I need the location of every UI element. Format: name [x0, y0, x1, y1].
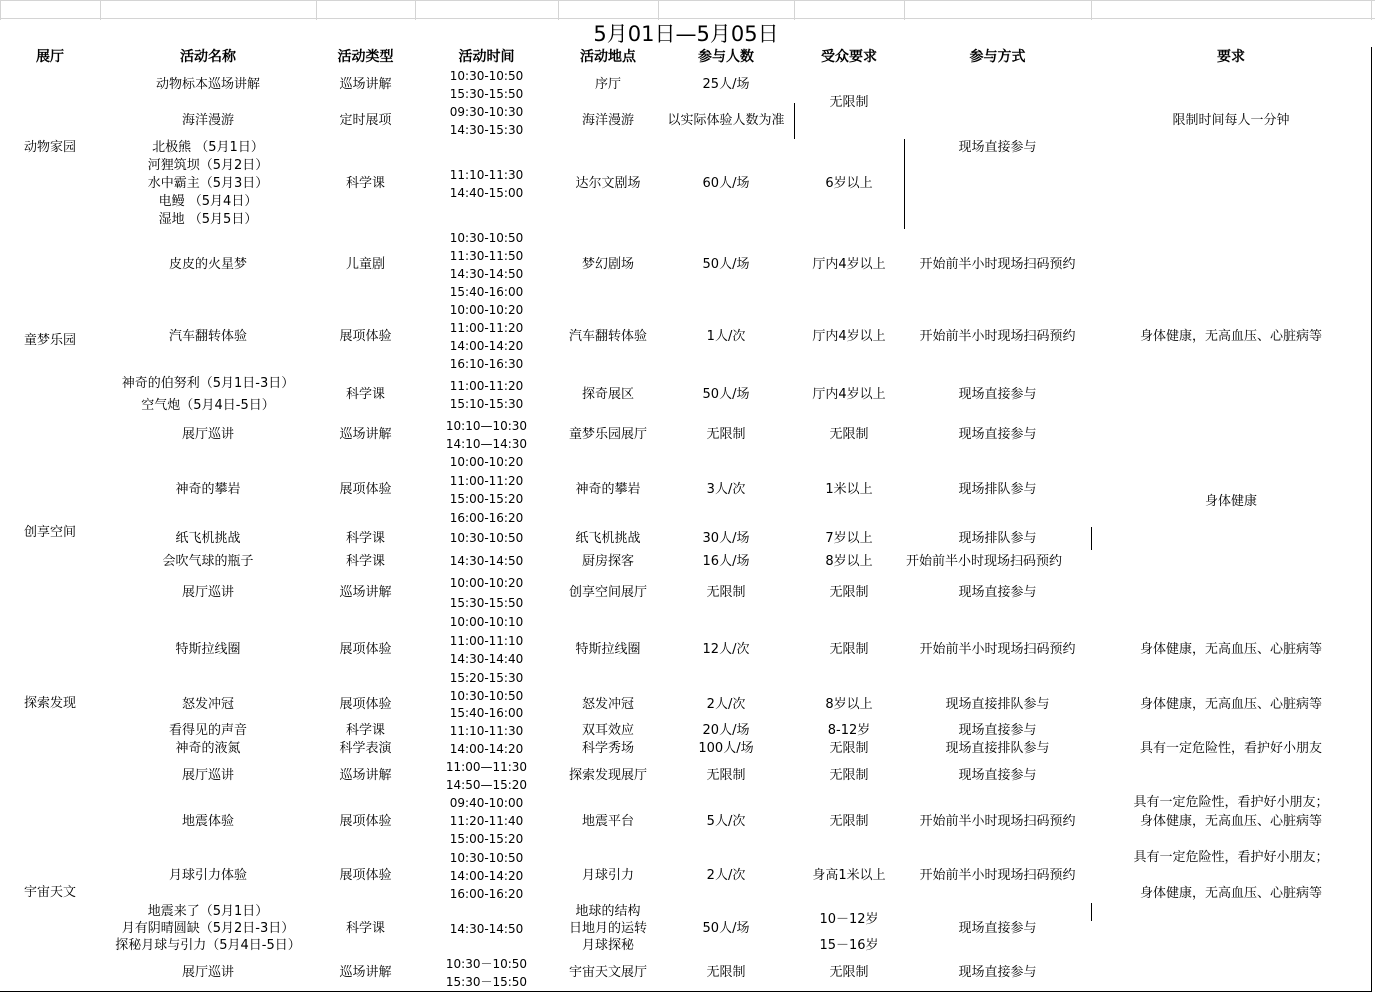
- table-cell: 厅内4岁以上: [794, 229, 905, 302]
- hall-cell: 宇宙天文: [0, 794, 101, 992]
- list-item: 电鳗 （5月4日）: [100, 193, 317, 212]
- time-cell: 16:00-16:20: [415, 885, 559, 904]
- time-text: 14:40-15:00: [449, 186, 524, 200]
- table-cell: 展项体验: [316, 687, 416, 723]
- grid-line: [316, 0, 317, 20]
- time-cell: 10:00-10:20: [415, 573, 559, 594]
- hall-cell: 动物家园: [0, 67, 101, 230]
- table-cell: [1091, 373, 1372, 418]
- table-cell: 身体健康，无高血压、心脏病等: [1091, 867, 1372, 922]
- table-cell: 怒发冲冠: [558, 687, 659, 723]
- table-cell: 无限制: [794, 613, 905, 688]
- table-cell: 会吹气球的瓶子: [100, 550, 317, 574]
- time-cell: 14:00-14:20: [415, 337, 559, 356]
- grid-line: [0, 0, 1375, 1]
- table-cell: 现场直接排队参与: [904, 740, 1092, 759]
- time-cell: 10:30-10:50: [415, 849, 559, 868]
- column-header: 展厅: [0, 47, 101, 68]
- table-cell: 纸飞机挑战: [558, 527, 659, 551]
- table-cell: [1091, 921, 1372, 938]
- table-cell: 开始前半小时现场扫码预约: [904, 794, 1092, 850]
- table-cell: 20人/场: [658, 722, 795, 741]
- table-cell: 身体健康，无高血压、心脏病等: [1091, 687, 1372, 723]
- table-cell: 身高1米以上: [794, 849, 905, 904]
- table-cell: 科学课: [316, 527, 416, 551]
- time-cell: 09:30-10:30: [415, 103, 559, 122]
- table-cell: 身体健康: [1091, 453, 1372, 551]
- table-cell: 汽车翻转体验: [558, 301, 659, 374]
- list-item: 地球的结构: [558, 903, 659, 921]
- time-cell: 14:30-14:40: [415, 650, 559, 670]
- table-cell: 展项体验: [316, 613, 416, 688]
- table-cell: 厨房探客: [558, 550, 659, 574]
- table-cell: 1人/次: [658, 301, 795, 374]
- table-cell: 科学课: [316, 550, 416, 574]
- table-cell: 展厅巡讲: [100, 417, 317, 454]
- time-cell: 15:30－15:50: [415, 973, 559, 992]
- table-cell: 巡场讲解: [316, 417, 416, 454]
- table-cell: 怒发冲冠: [100, 687, 317, 723]
- table-cell: 探索发现展厅: [558, 758, 659, 795]
- column-header: 参与人数: [658, 47, 795, 68]
- list-item: 河狸筑坝（5月2日）: [100, 157, 317, 176]
- grid-line: [415, 0, 416, 20]
- table-cell: 现场直接参与: [904, 417, 1092, 454]
- table-cell: 地震平台: [558, 794, 659, 850]
- grid-line: [0, 18, 1375, 19]
- table-cell: 10－12岁: [794, 903, 905, 938]
- table-cell: 儿童剧: [316, 229, 416, 302]
- table-cell: 科学课: [316, 139, 416, 230]
- table-cell: 现场排队参与: [904, 453, 1092, 528]
- table-cell: [1091, 67, 1372, 104]
- time-cell: 14:30-15:30: [415, 121, 559, 140]
- table-cell: 巡场讲解: [316, 955, 416, 992]
- grid-line: [1091, 0, 1092, 20]
- table-cell: 厅内4岁以上: [794, 373, 905, 418]
- table-cell: 2人/次: [658, 849, 795, 904]
- table-cell: 神奇的攀岩: [558, 453, 659, 528]
- list-item: 神奇的伯努利（5月1日-3日）: [100, 373, 317, 396]
- table-cell: 16人/场: [658, 550, 795, 574]
- list-item: 水中霸主（5月3日）: [100, 175, 317, 194]
- table-cell: 巡场讲解: [316, 573, 416, 614]
- table-cell: 50人/场: [658, 229, 795, 302]
- table-cell: 12人/次: [658, 613, 795, 688]
- time-cell: 11:00—11:30: [415, 758, 559, 777]
- table-cell: 11:10-11:30: [415, 722, 559, 741]
- table-cell: 宇宙天文展厅: [558, 955, 659, 992]
- table-cell: 2人/次: [658, 687, 795, 723]
- time-cell: 14:30-14:50: [415, 265, 559, 284]
- time-cell: [415, 373, 559, 418]
- table-cell: 童梦乐园展厅: [558, 417, 659, 454]
- table-cell: 身体健康，无高血压、心脏病等: [1091, 613, 1372, 688]
- page-title: 5月01日—5月05日: [0, 20, 1372, 48]
- table-cell: [1091, 139, 1372, 212]
- table-cell: [1091, 758, 1372, 795]
- column-header: 活动地点: [558, 47, 659, 68]
- table-cell: 序厅: [558, 67, 659, 104]
- column-header: 要求: [1091, 47, 1372, 68]
- table-cell: 3人/次: [658, 453, 795, 528]
- table-cell: 创享空间展厅: [558, 573, 659, 614]
- table-cell: 汽车翻转体验: [100, 301, 317, 374]
- table-cell: 海洋漫游: [100, 103, 317, 140]
- table-cell: [1091, 229, 1372, 302]
- table-cell: 纸飞机挑战: [100, 527, 317, 551]
- table-cell: 25人/场: [658, 67, 795, 104]
- table-cell: 无限制: [794, 417, 905, 454]
- column-header: 活动时间: [415, 47, 559, 68]
- table-cell: 无限制: [658, 573, 795, 614]
- grid-line: [558, 0, 559, 20]
- column-header: 活动名称: [100, 47, 317, 68]
- table-cell: 展项体验: [316, 794, 416, 850]
- table-cell: 身体健康，无高血压、心脏病等: [1091, 812, 1372, 832]
- table-cell: 科学课: [316, 903, 416, 956]
- time-cell: 10:00-10:10: [415, 613, 559, 633]
- time-cell: 10:10—10:30: [415, 417, 559, 436]
- table-cell: 无限制: [794, 955, 905, 992]
- table-cell: 动物标本巡场讲解: [100, 67, 317, 104]
- table-cell: 以实际体验人数为准: [658, 103, 795, 140]
- table-cell: 1米以上: [794, 453, 905, 528]
- time-cell: 11:00-11:10: [415, 632, 559, 651]
- time-cell: 10:30-10:50: [415, 67, 559, 86]
- time-cell: 15:00-15:20: [415, 490, 559, 510]
- table-cell: 50人/场: [658, 373, 795, 418]
- table-cell: 7岁以上: [794, 527, 905, 551]
- table-cell: 30人/场: [658, 527, 795, 551]
- table-cell: 开始前半小时现场扫码预约: [904, 849, 1092, 904]
- table-cell: 开始前半小时现场扫码预约: [904, 550, 1092, 574]
- time-cell: 09:40-10:00: [415, 794, 559, 813]
- grid-line: [100, 0, 101, 20]
- table-cell: 展厅巡讲: [100, 955, 317, 992]
- table-cell: [1091, 550, 1372, 574]
- column-header: 参与方式: [904, 47, 1092, 68]
- table-cell: 梦幻剧场: [558, 229, 659, 302]
- table-cell: 6岁以上: [794, 139, 905, 230]
- column-header: 活动类型: [316, 47, 416, 68]
- table-cell: 月球引力: [558, 849, 659, 904]
- hall-cell: 探索发现: [0, 613, 101, 795]
- table-cell: 巡场讲解: [316, 67, 416, 104]
- table-cell: [1091, 955, 1372, 992]
- table-cell: [1091, 211, 1372, 230]
- time-cell: 10:30-10:50: [415, 687, 559, 706]
- table-cell: 5人/次: [658, 794, 795, 850]
- time-cell: 14:50—15:20: [415, 776, 559, 795]
- table-cell: 双耳效应: [558, 722, 659, 741]
- list-item: 湿地 （5月5日）: [100, 211, 317, 230]
- table-cell: 月球引力体验: [100, 849, 317, 904]
- table-cell: 展厅巡讲: [100, 573, 317, 614]
- table-cell: 达尔文剧场: [558, 139, 659, 230]
- table-cell: [1091, 831, 1372, 850]
- table-cell: 科学秀场: [558, 740, 659, 759]
- table-cell: 60人/场: [658, 139, 795, 230]
- table-cell: 展厅巡讲: [100, 758, 317, 795]
- table-cell: 15－16岁: [794, 937, 905, 956]
- table-cell: 神奇的攀岩: [100, 453, 317, 528]
- table-cell: 具有一定危险性，看护好小朋友；: [1091, 849, 1372, 868]
- table-cell: 皮皮的火星梦: [100, 229, 317, 302]
- table-cell: 无限制: [794, 573, 905, 614]
- list-item: 空气炮（5月4日-5日）: [100, 395, 317, 418]
- table-cell: [1091, 417, 1372, 454]
- table-cell: [1091, 722, 1372, 741]
- table-cell: 无限制: [794, 67, 905, 140]
- table-cell: 现场直接参与: [904, 903, 1092, 956]
- table-cell: 厅内4岁以上: [794, 301, 905, 374]
- table-cell: 无限制: [658, 417, 795, 454]
- time-cell: 11:30-11:50: [415, 247, 559, 266]
- time-text: 11:10-11:30: [449, 168, 524, 182]
- table-cell: 现场直接参与: [904, 758, 1092, 795]
- list-item: 日地月的运转: [558, 920, 659, 938]
- time-cell: 10:00-10:20: [415, 301, 559, 320]
- grid-line: [658, 0, 659, 20]
- table-cell: 展项体验: [316, 849, 416, 904]
- list-item: 月有阴晴圆缺（5月2日-3日）: [100, 920, 317, 938]
- time-cell: 10:00-10:20: [415, 453, 559, 473]
- table-cell: 现场直接参与: [904, 67, 1092, 230]
- table-cell: 展项体验: [316, 301, 416, 374]
- table-cell: 神奇的液氮: [100, 740, 317, 759]
- grid-line: [904, 0, 905, 20]
- table-cell: 限制时间每人一分钟: [1091, 103, 1372, 140]
- table-cell: 科学表演: [316, 740, 416, 759]
- table-cell: 8岁以上: [794, 687, 905, 723]
- table-cell: 14:30-14:50: [415, 903, 559, 956]
- time-cell: 14:00-14:20: [415, 867, 559, 886]
- table-cell: 50人/场: [658, 903, 795, 956]
- list-item: 地震来了（5月1日）: [100, 903, 317, 921]
- time-cell: 10:30-10:50: [415, 229, 559, 248]
- table-cell: 无限制: [794, 758, 905, 795]
- table-cell: [1091, 573, 1372, 614]
- table-cell: 14:30-14:50: [415, 550, 559, 574]
- table-cell: 无限制: [794, 794, 905, 850]
- table-cell: 开始前半小时现场扫码预约: [904, 229, 1092, 302]
- time-cell: 16:00-16:20: [415, 509, 559, 528]
- grid-line: [794, 0, 795, 20]
- table-cell: 具有一定危险性，看护好小朋友；: [1091, 794, 1372, 813]
- table-cell: 展项体验: [316, 453, 416, 528]
- time-text: 11:00-11:20: [449, 379, 524, 393]
- hall-cell: 创享空间: [0, 453, 101, 614]
- table-cell: 特斯拉线圈: [100, 613, 317, 688]
- table-cell: 定时展项: [316, 103, 416, 140]
- time-cell: 15:40-16:00: [415, 283, 559, 302]
- table-cell: 100人/场: [658, 740, 795, 759]
- grid-line: [1371, 0, 1372, 20]
- table-cell: 开始前半小时现场扫码预约: [904, 613, 1092, 688]
- grid-line: [0, 0, 1, 20]
- table-cell: 海洋漫游: [558, 103, 659, 140]
- table-cell: 特斯拉线圈: [558, 613, 659, 688]
- time-cell: [415, 139, 559, 230]
- table-cell: 身体健康，无高血压、心脏病等: [1091, 301, 1372, 374]
- table-cell: 现场直接参与: [904, 722, 1092, 741]
- table-cell: 探奇展区: [558, 373, 659, 418]
- table-cell: 现场排队参与: [904, 527, 1092, 551]
- table-cell: 现场直接参与: [904, 373, 1092, 418]
- table-cell: 8岁以上: [794, 550, 905, 574]
- time-cell: 16:10-16:30: [415, 355, 559, 374]
- table-cell: 现场直接排队参与: [904, 687, 1092, 723]
- time-cell: 10:30－10:50: [415, 955, 559, 974]
- time-cell: 15:00-15:20: [415, 830, 559, 850]
- time-cell: 15:20-15:30: [415, 669, 559, 688]
- list-item: 月球探秘: [558, 937, 659, 956]
- table-cell: 科学课: [316, 722, 416, 741]
- table-cell: 无限制: [658, 955, 795, 992]
- table-cell: 科学课: [316, 373, 416, 418]
- table-cell: [1091, 937, 1372, 956]
- time-cell: 11:20-11:40: [415, 812, 559, 831]
- table-cell: 现场直接参与: [904, 573, 1092, 614]
- table-cell: 无限制: [658, 758, 795, 795]
- table-cell: 开始前半小时现场扫码预约: [904, 301, 1092, 374]
- hall-cell: 童梦乐园: [0, 229, 101, 454]
- table-cell: 8-12岁: [794, 722, 905, 741]
- list-item: 探秘月球与引力（5月4日-5日）: [100, 937, 317, 956]
- time-cell: 15:30-15:50: [415, 85, 559, 104]
- time-cell: 11:00-11:20: [415, 319, 559, 338]
- time-cell: 15:40-16:00: [415, 705, 559, 723]
- list-item: 北极熊 （5月1日）: [100, 139, 317, 158]
- table-cell: 地震体验: [100, 794, 317, 850]
- table-cell: 10:30-10:50: [415, 527, 559, 551]
- time-cell: 11:00-11:20: [415, 472, 559, 491]
- time-text: 15:10-15:30: [449, 397, 524, 411]
- time-cell: 14:10—14:30: [415, 435, 559, 454]
- column-header: 受众要求: [794, 47, 905, 68]
- table-cell: 巡场讲解: [316, 758, 416, 795]
- table-cell: 现场直接参与: [904, 955, 1092, 992]
- time-cell: 15:30-15:50: [415, 593, 559, 614]
- table-cell: 具有一定危险性，看护好小朋友: [1091, 740, 1372, 759]
- table-cell: 14:00-14:20: [415, 740, 559, 759]
- table-cell: 看得见的声音: [100, 722, 317, 741]
- table-cell: 无限制: [794, 740, 905, 759]
